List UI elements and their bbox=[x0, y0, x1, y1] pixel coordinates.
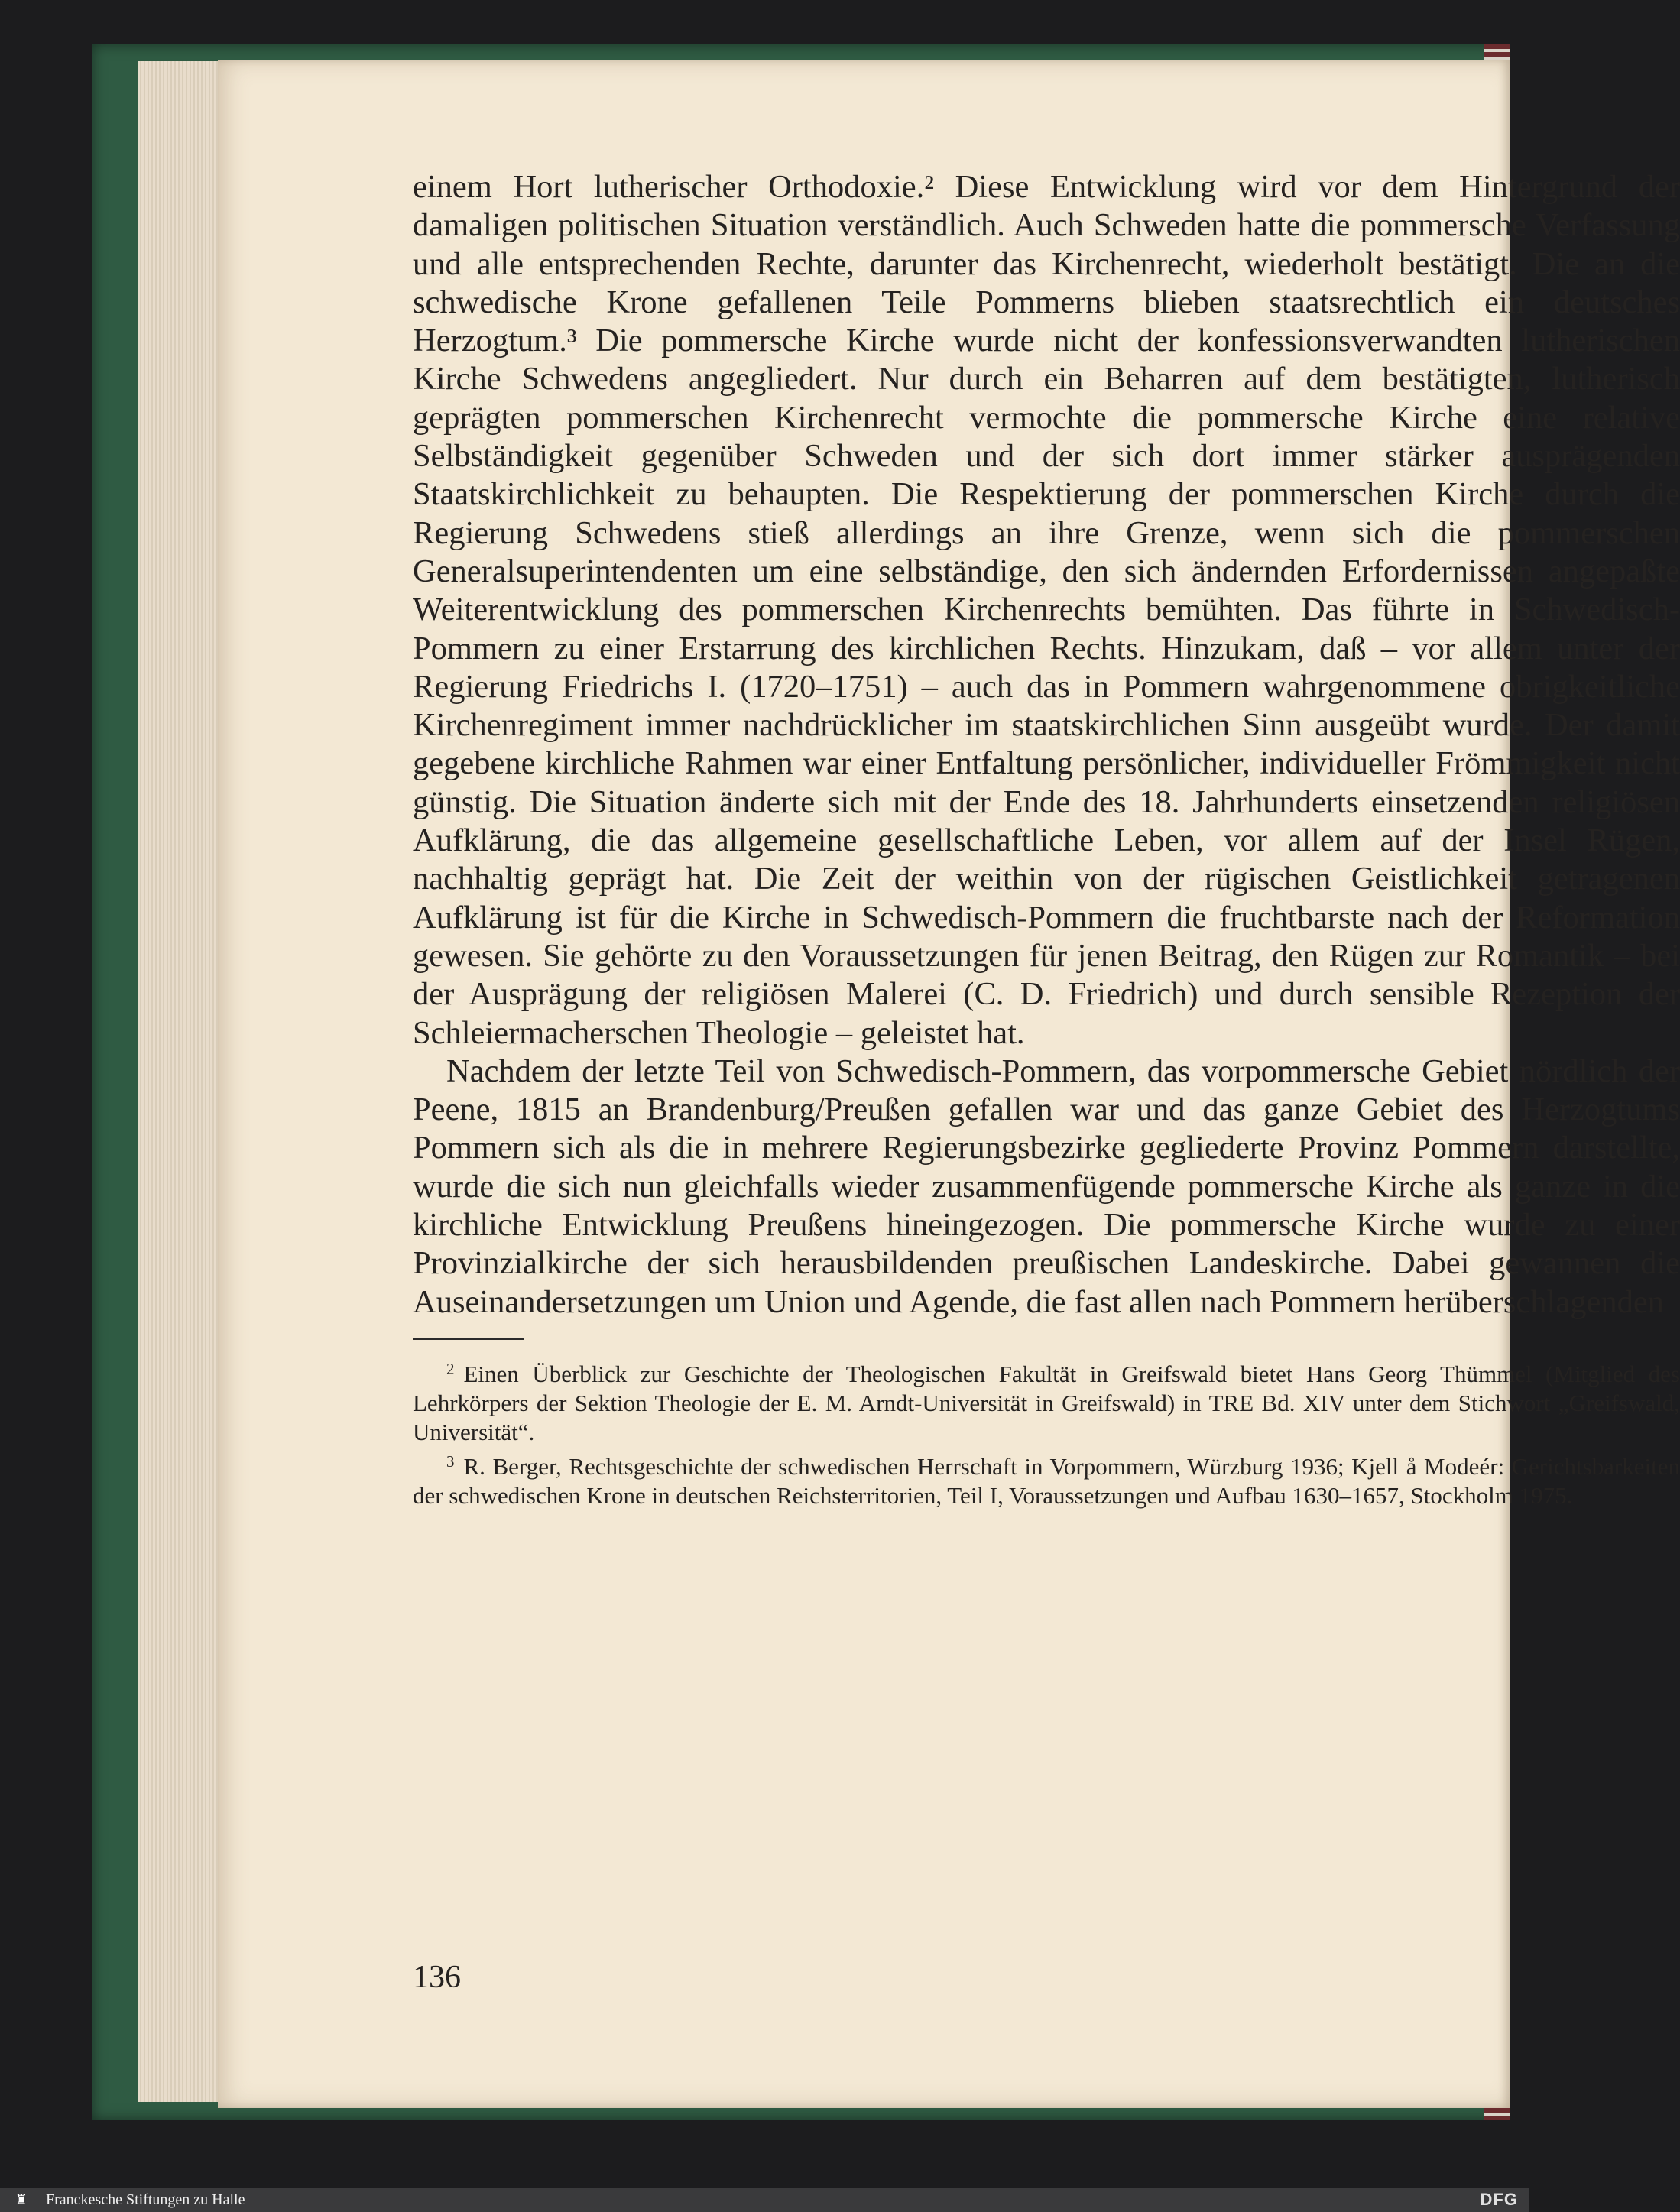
page-text-block bbox=[413, 168, 1680, 1510]
body-paragraph-2: Nachdem der letzte Teil von Schwedisch-Pommern, das vorpommersche Gebiet nördlich der Peene, 1815 an Brandenburg/Preußen gefallen war und das ganze Gebiet des Herzogtums Pommern sich als die in mehrere Regierungsbezirke gegliederte Provinz Pommern darstellte, wurde die sich nun gleichfalls wieder zusammenfügende pommersche Kirche als ganze in die kirchliche Entwicklung Preußens hineingezogen. Die pommersche Kirche wurde zu einer Provinzialkirche der sich herausbildenden preußischen Landeskirche. Dabei gewannen die Auseinandersetzungen um Union und Agende, die fast allen nach Pommern herüberschlagenden bbox=[413, 1052, 1680, 1320]
footnote-text: Einen Überblick zur Geschichte der Theologischen Fakultät in Greifswald bietet Hans Georg Thümmel (Mitglied des Lehrkörpers der Sektion Theologie der E. M. Arndt-Universität in Greifswald) in TRE Bd. XIV unter dem Stichwort „Greifswald, Universität“. bbox=[413, 1360, 1680, 1445]
dfg-logo: DFG bbox=[1480, 2190, 1518, 2209]
viewer-footer-bar bbox=[0, 2188, 1529, 2212]
footnote-number: 2 bbox=[446, 1359, 455, 1378]
footnote-3 bbox=[413, 1448, 1680, 1510]
footnote-2 bbox=[413, 1355, 1680, 1446]
footnote-text: R. Berger, Rechtsgeschichte der schwedischen Herrschaft in Vorpommern, Würzburg 1936; Kjell å Modeér: Gerichtsbarkeiten der schwedischen Krone in deutschen Reichsterritorien, Teil I, Voraussetzungen und Aufbau 1630–1657, Stockholm 1975. bbox=[413, 1453, 1680, 1510]
page-number: 136 bbox=[413, 1960, 461, 1995]
body-paragraph-1: einem Hort lutherischer Orthodoxie.² Diese Entwicklung wird vor dem Hintergrund der damaligen politischen Situation verständlich. Auch Schweden hatte die pommersche Verfassung und alle entsprechenden Rechte, darunter das Kirchenrecht, wiederholt bestätigt. Die an die schwedische Krone gefallenen Teile Pommerns blieben staatsrechtlich ein deutsches Herzogtum.³ Die pommersche Kirche wurde nicht der konfessionsverwandten lutherischen Kirche Schwedens angegliedert. Nur durch ein Beharren auf dem bestätigten, lutherisch geprägten pommerschen Kirchenrecht vermochte die pommersche Kirche eine relative Selbständigkeit gegenüber Schweden und der sich dort immer stärker ausprägenden Staatskirchlichkeit zu behaupten. Die Respektierung der pommerschen Kirche durch die Regierung Schwedens stieß allerdings an ihre Grenze, wenn sich die pommerschen Generalsuperintendenten um eine selbständige, den sich ändernden Erfordernissen angepaßte Weiterentwicklung des pommerschen Kirchenrechts bemühten. Das führte in Schwedisch-Pommern zu einer Erstarrung des kirchlichen Rechts. Hinzukam, daß – vor allem unter der Regierung Friedrichs I. (1720–1751) – auch das in Pommern wahrgenommene obrigkeitliche Kirchenregiment immer nachdrücklicher im staatskirchlichen Sinn ausgeübt wurde. Der damit gegebene kirchliche Rahmen war einer Entfaltung persönlicher, individueller Frömmigkeit nicht günstig. Die Situation änderte sich mit der Ende des 18. Jahrhunderts einsetzenden religiösen Aufklärung, die das allgemeine gesellschaftliche Leben, vor allem auf der Insel Rügen, nachhaltig geprägt hat. Die Zeit der weithin von der rügischen Geistlichkeit getragenen Aufklärung ist für die Kirche in Schwedisch-Pommern die fruchtbarste nach der Reformation gewesen. Sie gehörte zu den Voraussetzungen für jenen Beitrag, den Rügen zur Romantik – bei der Ausprägung der religiösen Malerei (C. D. Friedrich) und durch sensible Rezeption der Schleiermacherschen Theologie – geleistet hat. bbox=[413, 169, 1680, 1051]
footer-institution-link[interactable]: Franckesche Stiftungen zu Halle bbox=[46, 2191, 245, 2208]
book-page bbox=[218, 60, 1680, 2108]
footnote-number: 3 bbox=[446, 1452, 455, 1471]
foundation-emblem-icon: ♜ bbox=[15, 2192, 28, 2207]
footnote-separator bbox=[413, 1338, 524, 1340]
